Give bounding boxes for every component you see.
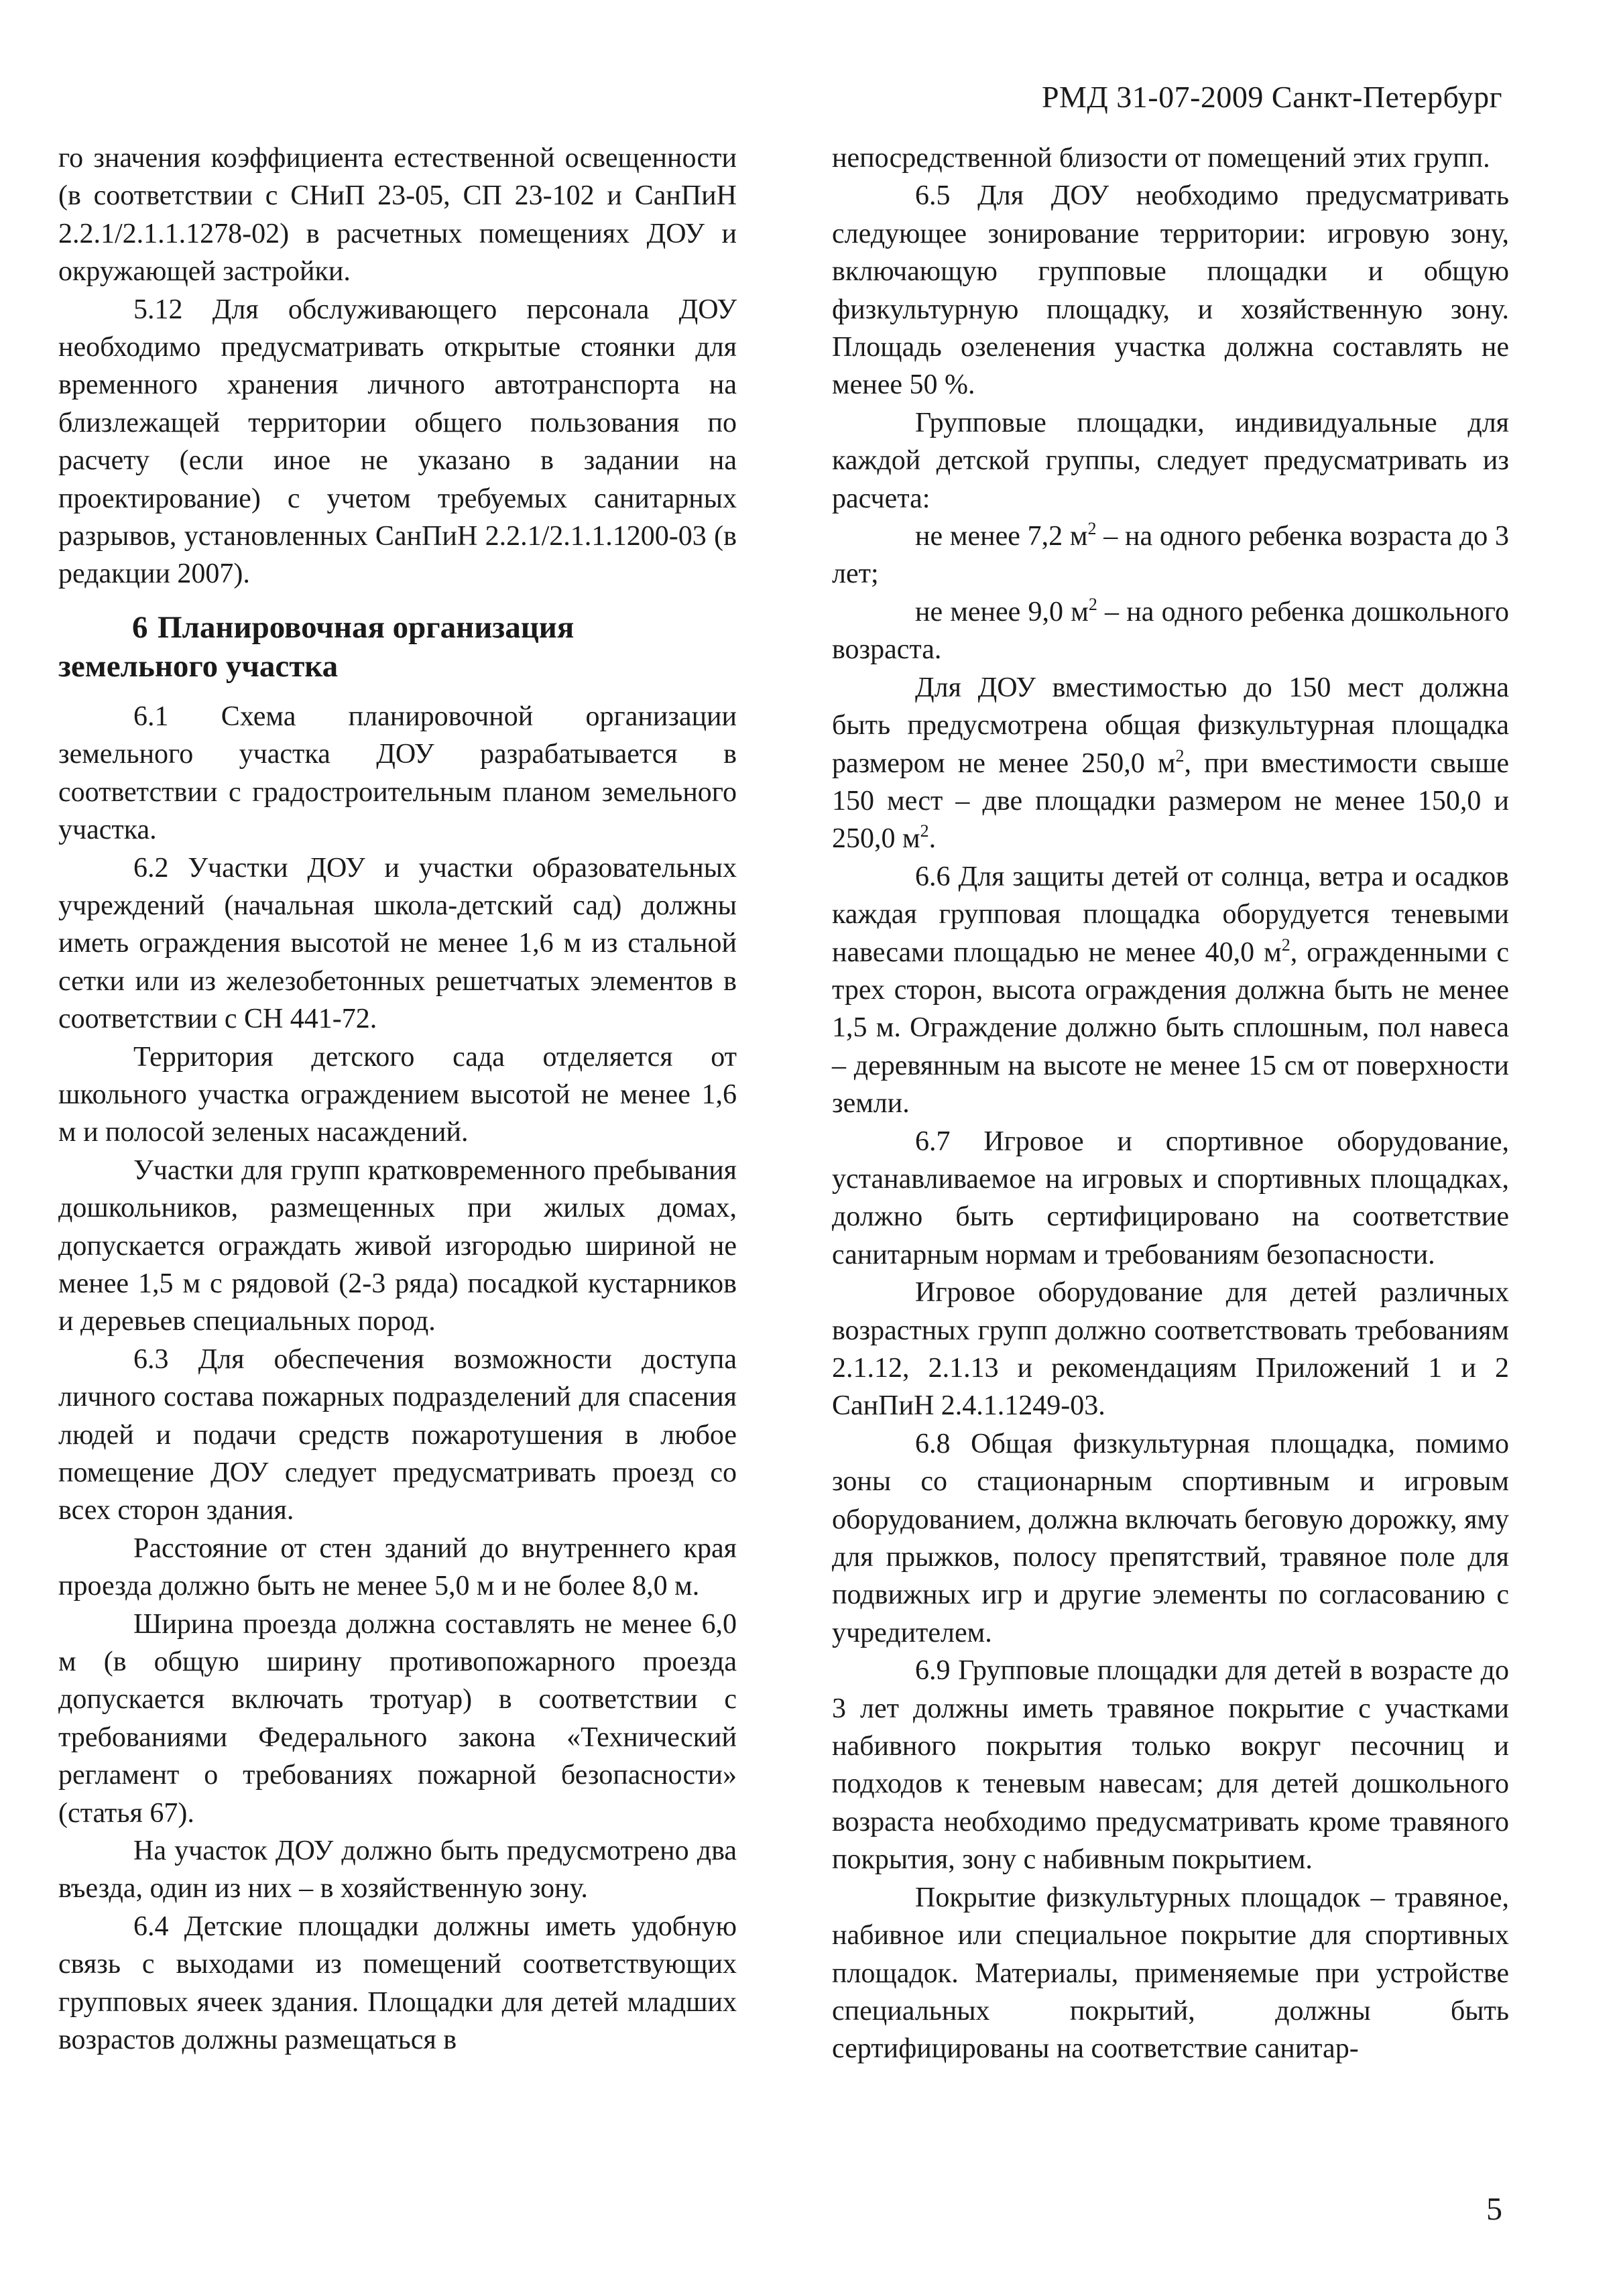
paragraph-6-1: 6.1 Схема планировочной организации земельного участка ДОУ разрабатывается в соответствии с градостроительным планом земельного участка. <box>58 701 737 846</box>
text-run: не менее 7,2 м <box>915 521 1088 552</box>
paragraph-6-6 <box>832 858 1509 1123</box>
paragraph: го значения коэффициента естественной освещенности (в соответствии с СНиП 23-05, СП 23-102 и СанПиН 2.2.1/2.1.1.1278-02) в расчетных помещениях ДОУ и окружающей застройки. <box>58 143 737 288</box>
superscript: 2 <box>1087 519 1097 539</box>
paragraph: На участок ДОУ должно быть предусмотрено два въезда, один из них – в хозяйственную зону. <box>58 1835 737 1905</box>
text-run: 6.6 Для защиты детей от солнца, ветра и осадков каждая групповая площадка оборудуется теневыми навесами площадью не менее 40,0 м <box>832 861 1509 968</box>
section-heading <box>58 608 737 686</box>
paragraph-6-5: 6.5 Для ДОУ необходимо предусматривать следующее зонирование территории: игровую зону, включающую групповые площадки и общую физкультурную площадку, и хозяйственную зону. Площадь озеленения участка должна составлять не менее 50 %. <box>832 180 1509 401</box>
running-header: РМД 31-07-2009 Санкт-Петербург <box>1041 80 1502 114</box>
superscript: 2 <box>920 821 929 841</box>
paragraph: Групповые площадки, индивидуальные для каждой детской группы, следует предусматривать из расчета: <box>832 407 1509 514</box>
text-run: – на одного ребенка дошкольного возраста. <box>832 596 1509 666</box>
paragraph-area-preschool <box>832 593 1509 669</box>
paragraph-area-under-3 <box>832 518 1509 593</box>
paragraph: непосредственной близости от помещений этих групп. <box>832 143 1490 174</box>
superscript: 2 <box>1281 934 1290 955</box>
text-run: , при вместимости свыше 150 мест – две площадки размером не менее 150,0 и 250,0 м <box>832 747 1510 855</box>
paragraph-6-4: 6.4 Детские площадки должны иметь удобную связь с выходами из помещений соответствующих групповых ячеек здания. Площадки для детей младших возрастов должны размещаться в <box>58 1911 737 2056</box>
text-run: . <box>928 823 937 855</box>
paragraph: Участки для групп кратковременного пребывания дошкольников, размещенных при жилых домах, допускается ограждать живой изгородью шириной не менее 1,5 м с рядовой (2-3 ряда) посадкой кустарников и деревьев специальных пород. <box>58 1154 737 1337</box>
text-run: Для ДОУ вместимостью до 150 мест должна быть предусмотрена общая физкультурная площадка размером не менее 250,0 м <box>832 672 1509 779</box>
paragraph-6-9: 6.9 Групповые площадки для детей в возрасте до 3 лет должны иметь травяное покрытие с участками набивного покрытия только вокруг песочниц и подходов к теневым навесам; для детей дошкольного возраста необходимо предусматривать кроме травяного покрытия, зону с набивным покрытием. <box>832 1655 1509 1876</box>
right-column <box>832 139 1509 2068</box>
paragraph: Расстояние от стен зданий до внутреннего края проезда должно быть не менее 5,0 м и не более 8,0 м. <box>58 1532 737 1602</box>
paragraph: Ширина проезда должна составлять не менее 6,0 м (в общую ширину противопожарного проезда допускается включать тротуар) в соответствии с требованиями Федерального закона «Технический регламент о требованиях пожарной безопасности» (статья 67). <box>58 1608 737 1829</box>
paragraph-5-12: 5.12 Для обслуживающего персонала ДОУ необходимо предусматривать открытые стоянки для временного хранения личного автотранспорта на близлежащей территории общего пользования по расчету (если иное не указано в задании на проектирование) с учетом требуемых санитарных разрывов, установленных СанПиН 2.2.1/2.1.1.1200-03 (в редакции 2007). <box>58 294 737 590</box>
paragraph: Покрытие физкультурных площадок – травяное, набивное или специальное покрытие для спортивных площадок. Материалы, применяемые при устройстве специальных покрытий, должны быть сертифицированы на соответствие санитар- <box>832 1882 1509 2065</box>
page-number: 5 <box>1486 2191 1502 2227</box>
paragraph: Территория детского сада отделяется от школьного участка ограждением высотой не менее 1,6 м и полосой зеленых насаждений. <box>58 1041 737 1148</box>
section-title: Планировочная организация земельного участка <box>58 609 575 684</box>
paragraph: Игровое оборудование для детей различных возрастных групп должно соответствовать требованиям 2.1.12, 2.1.13 и рекомендациям Приложений 1 и 2 СанПиН 2.4.1.1249-03. <box>832 1277 1509 1422</box>
text-run: , огражденными с трех сторон, высота ограждения должна быть не менее 1,5 м. Ограждение должно быть сплошным, пол навеса – деревянным на высоте не менее 15 см от поверхности земли. <box>832 936 1509 1120</box>
paragraph-6-8: 6.8 Общая физкультурная площадка, помимо зоны со стационарным спортивным и игровым оборудованием, должна включать беговую дорожку, яму для прыжков, полосу препятствий, травяное поле для подвижных игр и другие элементы по согласованию с учредителем. <box>832 1428 1509 1648</box>
text-run: – на одного ребенка возраста до 3 лет; <box>832 521 1510 590</box>
paragraph-sports-ground <box>832 669 1509 858</box>
left-column <box>58 139 737 2059</box>
superscript: 2 <box>1088 594 1097 614</box>
text-run: не менее 9,0 м <box>915 596 1089 627</box>
superscript: 2 <box>1175 745 1185 766</box>
paragraph-6-7: 6.7 Игровое и спортивное оборудование, устанавливаемое на игровых и спортивных площадках, должно быть сертифицировано на соответствие санитарным нормам и требованиям безопасности. <box>832 1126 1509 1270</box>
paragraph-6-3: 6.3 Для обеспечения возможности доступа личного состава пожарных подразделений для спасения людей и подачи средств пожаротушения в любое помещение ДОУ следует предусматривать проезд со всех сторон здания. <box>58 1343 737 1526</box>
paragraph-6-2: 6.2 Участки ДОУ и участки образовательных учреждений (начальная школа-детский сад) должны иметь ограждения высотой не менее 1,6 м из стальной сетки или из железобетонных решетчатых элементов в соответствии с СН 441-72. <box>58 852 737 1035</box>
section-number: 6 <box>132 609 148 645</box>
